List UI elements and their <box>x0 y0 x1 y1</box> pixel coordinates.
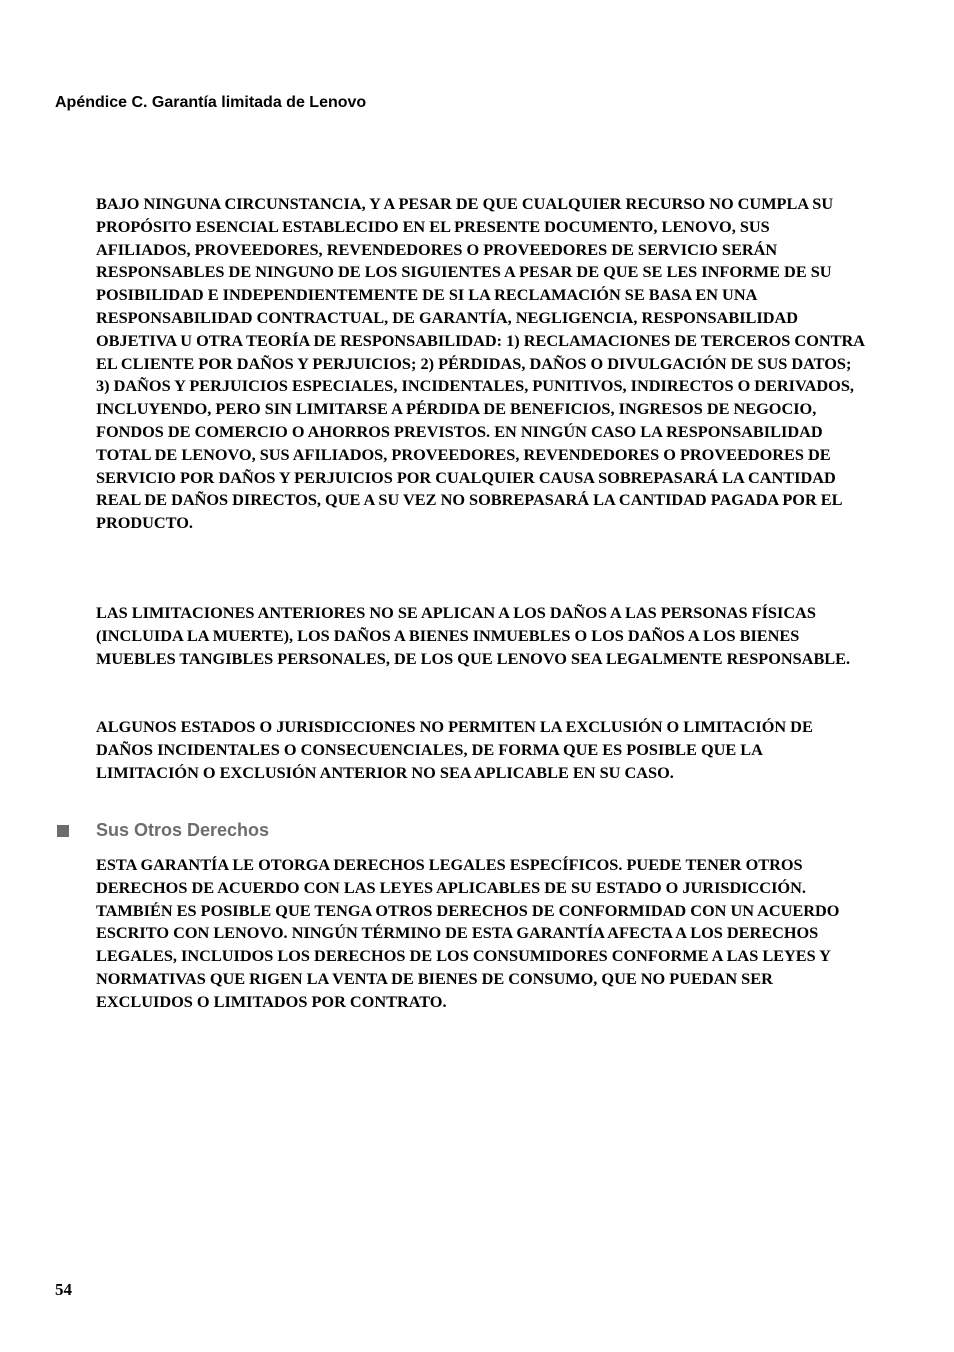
square-bullet-icon <box>57 825 69 837</box>
section-heading-other-rights <box>57 820 269 841</box>
paragraph-other-rights: ESTA GARANTÍA LE OTORGA DERECHOS LEGALES ESPECÍFICOS. PUEDE TENER OTROS DERECHOS DE ACUERDO CON LAS LEYES APLICABLES DE SU ESTADO O JURISDICCIÓN. TAMBIÉN ES POSIBLE QUE TENGA OTROS DERECHOS DE CONFORMIDAD CON UN ACUERDO ESCRITO CON LENOVO. NINGÚN TÉRMINO DE ESTA GARANTÍA AFECTA A LOS DERECHOS LEGALES, INCLUIDOS LOS DERECHOS DE LOS CONSUMIDORES CONFORME A LAS LEYES Y NORMATIVAS QUE RIGEN LA VENTA DE BIENES DE CONSUMO, QUE NO PUEDAN SER EXCLUIDOS O LIMITADOS POR CONTRATO. <box>96 855 840 1011</box>
paragraph-jurisdiction-exclusion: ALGUNOS ESTADOS O JURISDICCIONES NO PERMITEN LA EXCLUSIÓN O LIMITACIÓN DE DAÑOS INCIDENTALES O CONSECUENCIALES, DE FORMA QUE ES POSIBLE QUE LA LIMITACIÓN O EXCLUSIÓN ANTERIOR NO SEA APLICABLE EN SU CASO. <box>96 717 813 782</box>
paragraph-personal-injury-exception: LAS LIMITACIONES ANTERIORES NO SE APLICAN A LOS DAÑOS A LAS PERSONAS FÍSICAS (INCLUIDA LA MUERTE), LOS DAÑOS A BIENES INMUEBLES O LOS DAÑOS A LOS BIENES MUEBLES TANGIBLES PERSONALES, DE LOS QUE LENOVO SEA LEGALMENTE RESPONSABLE. <box>96 603 851 668</box>
paragraph-limitation-of-liability: BAJO NINGUNA CIRCUNSTANCIA, Y A PESAR DE QUE CUALQUIER RECURSO NO CUMPLA SU PROPÓSITO ESENCIAL ESTABLECIDO EN EL PRESENTE DOCUMENTO, LENOVO, SUS AFILIADOS, PROVEEDORES, REVENDEDORES O PROVEEDORES DE SERVICIO SERÁN RESPONSABLES DE NINGUNO DE LOS SIGUIENTES A PESAR DE QUE SE LES INFORME DE SU POSIBILIDAD E INDEPENDIENTEMENTE DE SI LA RECLAMACIÓN SE BASA EN UNA RESPONSABILIDAD CONTRACTUAL, DE GARANTÍA, NEGLIGENCIA, RESPONSABILIDAD OBJETIVA U OTRA TEORÍA DE RESPONSABILIDAD: 1) RECLAMACIONES DE TERCEROS CONTRA EL CLIENTE POR DAÑOS Y PERJUICIOS; 2) PÉRDIDAS, DAÑOS O DIVULGACIÓN DE SUS DATOS; 3) DAÑOS Y PERJUICIOS ESPECIALES, INCIDENTALES, PUNITIVOS, INDIRECTOS O DERIVADOS, INCLUYENDO, PERO SIN LIMITARSE A PÉRDIDA DE BENEFICIOS, INGRESOS DE NEGOCIO, FONDOS DE COMERCIO O AHORROS PREVISTOS. EN NINGÚN CASO LA RESPONSABILIDAD TOTAL DE LENOVO, SUS AFILIADOS, PROVEEDORES, REVENDEDORES O PROVEEDORES DE SERVICIO POR DAÑOS Y PERJUICIOS POR CUALQUIER CAUSA SOBREPASARÁ LA CANTIDAD REAL DE DAÑOS DIRECTOS, QUE A SU VEZ NO SOBREPASARÁ LA CANTIDAD PAGADA POR EL PRODUCTO. <box>96 194 865 533</box>
running-header: Apéndice C. Garantía limitada de Lenovo <box>55 94 367 111</box>
page-number: 54 <box>55 1280 72 1299</box>
section-heading-label: Sus Otros Derechos <box>96 820 270 840</box>
